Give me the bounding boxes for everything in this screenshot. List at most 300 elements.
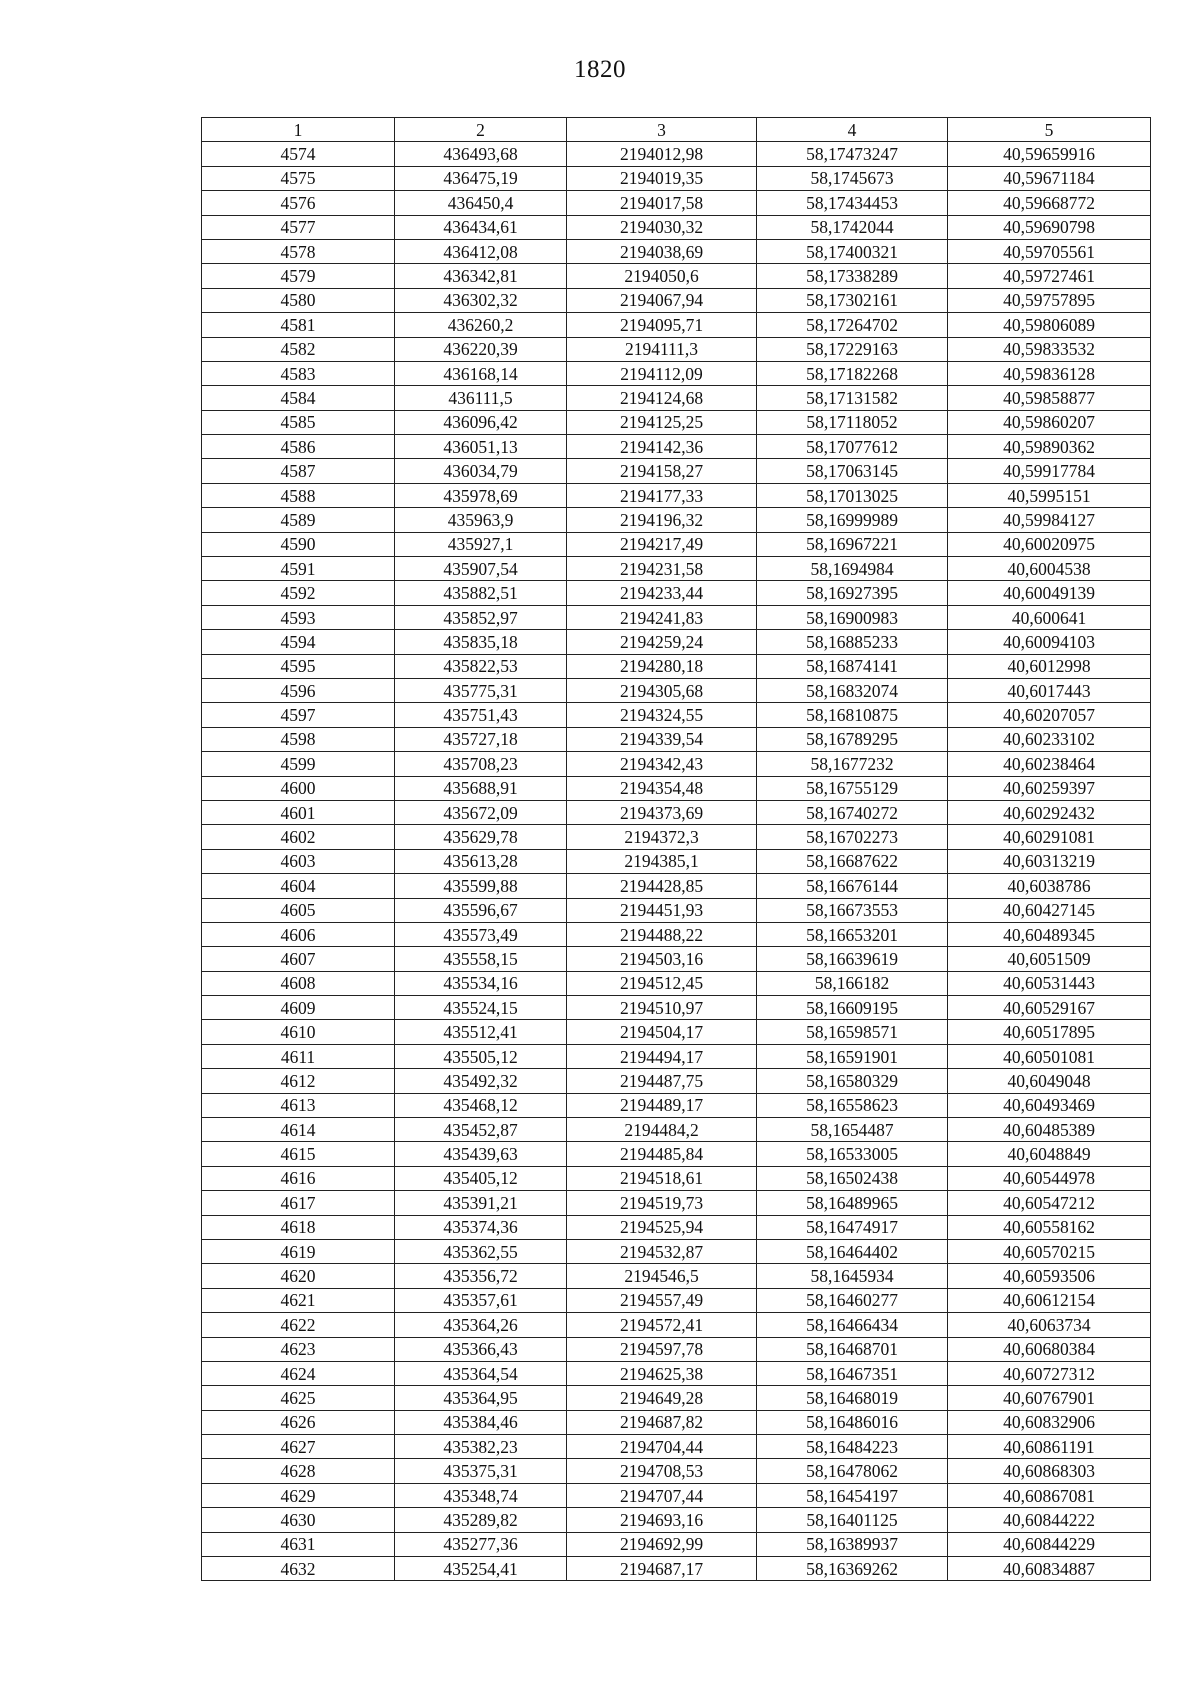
latitude-cell: 58,16927395 [757, 581, 948, 605]
x-coordinate-cell: 435613,28 [395, 849, 567, 873]
longitude-cell: 40,60834887 [948, 1557, 1151, 1581]
latitude-cell: 58,16484223 [757, 1435, 948, 1459]
x-coordinate-cell: 436450,4 [395, 191, 567, 215]
y-coordinate-cell: 2194708,53 [567, 1459, 757, 1483]
y-coordinate-cell: 2194597,78 [567, 1337, 757, 1361]
point-number-cell: 4598 [202, 727, 395, 751]
longitude-cell: 40,60049139 [948, 581, 1151, 605]
latitude-cell: 58,16401125 [757, 1508, 948, 1532]
point-number-cell: 4619 [202, 1239, 395, 1263]
x-coordinate-cell: 435468,12 [395, 1093, 567, 1117]
table-row [202, 1483, 1151, 1507]
point-number-cell: 4587 [202, 459, 395, 483]
table-row [202, 654, 1151, 678]
point-number-cell: 4591 [202, 557, 395, 581]
x-coordinate-cell: 435375,31 [395, 1459, 567, 1483]
y-coordinate-cell: 2194489,17 [567, 1093, 757, 1117]
x-coordinate-cell: 435822,53 [395, 654, 567, 678]
table-row [202, 605, 1151, 629]
point-number-cell: 4627 [202, 1435, 395, 1459]
latitude-cell: 58,16687622 [757, 849, 948, 873]
y-coordinate-cell: 2194512,45 [567, 971, 757, 995]
latitude-cell: 58,16900983 [757, 605, 948, 629]
table-row [202, 1069, 1151, 1093]
longitude-cell: 40,59806089 [948, 313, 1151, 337]
latitude-cell: 58,16789295 [757, 727, 948, 751]
latitude-cell: 58,16478062 [757, 1459, 948, 1483]
point-number-cell: 4574 [202, 142, 395, 166]
longitude-cell: 40,60517895 [948, 1020, 1151, 1044]
x-coordinate-cell: 435382,23 [395, 1435, 567, 1459]
table-row [202, 1435, 1151, 1459]
x-coordinate-cell: 436168,14 [395, 361, 567, 385]
latitude-cell: 58,17077612 [757, 435, 948, 459]
latitude-cell: 58,17229163 [757, 337, 948, 361]
y-coordinate-cell: 2194484,2 [567, 1118, 757, 1142]
table-row [202, 1093, 1151, 1117]
point-number-cell: 4582 [202, 337, 395, 361]
table-row [202, 1459, 1151, 1483]
table-row [202, 703, 1151, 727]
y-coordinate-cell: 2194339,54 [567, 727, 757, 751]
x-coordinate-cell: 435852,97 [395, 605, 567, 629]
latitude-cell: 58,16468019 [757, 1386, 948, 1410]
y-coordinate-cell: 2194012,98 [567, 142, 757, 166]
x-coordinate-cell: 435356,72 [395, 1264, 567, 1288]
table-row [202, 1508, 1151, 1532]
column-header-5: 5 [948, 118, 1151, 142]
point-number-cell: 4592 [202, 581, 395, 605]
table-row [202, 1386, 1151, 1410]
table-row [202, 337, 1151, 361]
latitude-cell: 58,16755129 [757, 776, 948, 800]
y-coordinate-cell: 2194158,27 [567, 459, 757, 483]
table-row [202, 1410, 1151, 1434]
table-row [202, 142, 1151, 166]
point-number-cell: 4628 [202, 1459, 395, 1483]
x-coordinate-cell: 435364,95 [395, 1386, 567, 1410]
x-coordinate-cell: 435558,15 [395, 947, 567, 971]
table-row [202, 1166, 1151, 1190]
point-number-cell: 4618 [202, 1215, 395, 1239]
latitude-cell: 58,16702273 [757, 825, 948, 849]
latitude-cell: 58,16967221 [757, 532, 948, 556]
y-coordinate-cell: 2194050,6 [567, 264, 757, 288]
latitude-cell: 58,17063145 [757, 459, 948, 483]
longitude-cell: 40,60313219 [948, 849, 1151, 873]
y-coordinate-cell: 2194280,18 [567, 654, 757, 678]
x-coordinate-cell: 436412,08 [395, 239, 567, 263]
latitude-cell: 58,1694984 [757, 557, 948, 581]
longitude-cell: 40,60292432 [948, 800, 1151, 824]
point-number-cell: 4602 [202, 825, 395, 849]
y-coordinate-cell: 2194385,1 [567, 849, 757, 873]
latitude-cell: 58,16598571 [757, 1020, 948, 1044]
table-row [202, 1313, 1151, 1337]
longitude-cell: 40,6004538 [948, 557, 1151, 581]
longitude-cell: 40,60612154 [948, 1288, 1151, 1312]
latitude-cell: 58,17434453 [757, 191, 948, 215]
x-coordinate-cell: 435672,09 [395, 800, 567, 824]
y-coordinate-cell: 2194532,87 [567, 1239, 757, 1263]
point-number-cell: 4585 [202, 410, 395, 434]
latitude-cell: 58,16464402 [757, 1239, 948, 1263]
longitude-cell: 40,6012998 [948, 654, 1151, 678]
table-row [202, 898, 1151, 922]
table-row [202, 1288, 1151, 1312]
x-coordinate-cell: 435978,69 [395, 483, 567, 507]
y-coordinate-cell: 2194649,28 [567, 1386, 757, 1410]
latitude-cell: 58,17400321 [757, 239, 948, 263]
x-coordinate-cell: 435963,9 [395, 508, 567, 532]
point-number-cell: 4620 [202, 1264, 395, 1288]
longitude-cell: 40,60427145 [948, 898, 1151, 922]
point-number-cell: 4632 [202, 1557, 395, 1581]
table-row [202, 996, 1151, 1020]
point-number-cell: 4588 [202, 483, 395, 507]
table-body [202, 142, 1151, 1581]
x-coordinate-cell: 436096,42 [395, 410, 567, 434]
point-number-cell: 4624 [202, 1361, 395, 1385]
x-coordinate-cell: 435357,61 [395, 1288, 567, 1312]
table-row [202, 752, 1151, 776]
y-coordinate-cell: 2194124,68 [567, 386, 757, 410]
y-coordinate-cell: 2194372,3 [567, 825, 757, 849]
x-coordinate-cell: 435384,46 [395, 1410, 567, 1434]
table-row [202, 191, 1151, 215]
latitude-cell: 58,1677232 [757, 752, 948, 776]
latitude-cell: 58,16810875 [757, 703, 948, 727]
point-number-cell: 4604 [202, 874, 395, 898]
table-row [202, 1557, 1151, 1581]
point-number-cell: 4611 [202, 1044, 395, 1068]
longitude-cell: 40,60485389 [948, 1118, 1151, 1142]
point-number-cell: 4612 [202, 1069, 395, 1093]
longitude-cell: 40,59757895 [948, 288, 1151, 312]
latitude-cell: 58,16591901 [757, 1044, 948, 1068]
point-number-cell: 4579 [202, 264, 395, 288]
page-number: 1820 [574, 56, 626, 83]
longitude-cell: 40,60259397 [948, 776, 1151, 800]
longitude-cell: 40,59860207 [948, 410, 1151, 434]
y-coordinate-cell: 2194125,25 [567, 410, 757, 434]
latitude-cell: 58,17118052 [757, 410, 948, 434]
column-header-1: 1 [202, 118, 395, 142]
y-coordinate-cell: 2194510,97 [567, 996, 757, 1020]
longitude-cell: 40,60501081 [948, 1044, 1151, 1068]
longitude-cell: 40,59890362 [948, 435, 1151, 459]
longitude-cell: 40,59671184 [948, 166, 1151, 190]
latitude-cell: 58,17131582 [757, 386, 948, 410]
point-number-cell: 4590 [202, 532, 395, 556]
y-coordinate-cell: 2194428,85 [567, 874, 757, 898]
y-coordinate-cell: 2194112,09 [567, 361, 757, 385]
longitude-cell: 40,60832906 [948, 1410, 1151, 1434]
x-coordinate-cell: 435727,18 [395, 727, 567, 751]
point-number-cell: 4584 [202, 386, 395, 410]
x-coordinate-cell: 435362,55 [395, 1239, 567, 1263]
x-coordinate-cell: 435348,74 [395, 1483, 567, 1507]
latitude-cell: 58,16468701 [757, 1337, 948, 1361]
longitude-cell: 40,600641 [948, 605, 1151, 629]
y-coordinate-cell: 2194503,16 [567, 947, 757, 971]
longitude-cell: 40,60238464 [948, 752, 1151, 776]
y-coordinate-cell: 2194557,49 [567, 1288, 757, 1312]
point-number-cell: 4600 [202, 776, 395, 800]
latitude-cell: 58,16999989 [757, 508, 948, 532]
longitude-cell: 40,59727461 [948, 264, 1151, 288]
point-number-cell: 4583 [202, 361, 395, 385]
point-number-cell: 4617 [202, 1191, 395, 1215]
point-number-cell: 4599 [202, 752, 395, 776]
table-row [202, 166, 1151, 190]
table-row [202, 1142, 1151, 1166]
latitude-cell: 58,16653201 [757, 922, 948, 946]
table-row [202, 678, 1151, 702]
table-row [202, 825, 1151, 849]
longitude-cell: 40,60844222 [948, 1508, 1151, 1532]
longitude-cell: 40,60861191 [948, 1435, 1151, 1459]
table-row [202, 947, 1151, 971]
longitude-cell: 40,5995151 [948, 483, 1151, 507]
table-row [202, 459, 1151, 483]
longitude-cell: 40,6038786 [948, 874, 1151, 898]
table-row [202, 800, 1151, 824]
point-number-cell: 4625 [202, 1386, 395, 1410]
x-coordinate-cell: 435596,67 [395, 898, 567, 922]
x-coordinate-cell: 435505,12 [395, 1044, 567, 1068]
latitude-cell: 58,16676144 [757, 874, 948, 898]
table-row [202, 435, 1151, 459]
latitude-cell: 58,16454197 [757, 1483, 948, 1507]
x-coordinate-cell: 435835,18 [395, 630, 567, 654]
point-number-cell: 4578 [202, 239, 395, 263]
longitude-cell: 40,60020975 [948, 532, 1151, 556]
x-coordinate-cell: 436493,68 [395, 142, 567, 166]
point-number-cell: 4606 [202, 922, 395, 946]
x-coordinate-cell: 435688,91 [395, 776, 567, 800]
longitude-cell: 40,60767901 [948, 1386, 1151, 1410]
longitude-cell: 40,60233102 [948, 727, 1151, 751]
point-number-cell: 4629 [202, 1483, 395, 1507]
x-coordinate-cell: 435364,26 [395, 1313, 567, 1337]
y-coordinate-cell: 2194488,22 [567, 922, 757, 946]
coordinates-table [201, 117, 1151, 1581]
y-coordinate-cell: 2194572,41 [567, 1313, 757, 1337]
table-row [202, 1020, 1151, 1044]
table-row [202, 849, 1151, 873]
point-number-cell: 4613 [202, 1093, 395, 1117]
table-row [202, 1191, 1151, 1215]
latitude-cell: 58,16474917 [757, 1215, 948, 1239]
point-number-cell: 4621 [202, 1288, 395, 1312]
x-coordinate-cell: 436220,39 [395, 337, 567, 361]
table-row [202, 410, 1151, 434]
longitude-cell: 40,60493469 [948, 1093, 1151, 1117]
x-coordinate-cell: 435391,21 [395, 1191, 567, 1215]
longitude-cell: 40,59690798 [948, 215, 1151, 239]
table-row [202, 532, 1151, 556]
point-number-cell: 4607 [202, 947, 395, 971]
point-number-cell: 4630 [202, 1508, 395, 1532]
y-coordinate-cell: 2194451,93 [567, 898, 757, 922]
y-coordinate-cell: 2194707,44 [567, 1483, 757, 1507]
longitude-cell: 40,59668772 [948, 191, 1151, 215]
y-coordinate-cell: 2194625,38 [567, 1361, 757, 1385]
column-header-4: 4 [757, 118, 948, 142]
point-number-cell: 4589 [202, 508, 395, 532]
table-header-row [202, 118, 1151, 142]
table-row [202, 239, 1151, 263]
point-number-cell: 4631 [202, 1532, 395, 1556]
y-coordinate-cell: 2194342,43 [567, 752, 757, 776]
longitude-cell: 40,60489345 [948, 922, 1151, 946]
longitude-cell: 40,60531443 [948, 971, 1151, 995]
point-number-cell: 4610 [202, 1020, 395, 1044]
latitude-cell: 58,1645934 [757, 1264, 948, 1288]
point-number-cell: 4586 [202, 435, 395, 459]
point-number-cell: 4605 [202, 898, 395, 922]
column-header-2: 2 [395, 118, 567, 142]
y-coordinate-cell: 2194241,83 [567, 605, 757, 629]
x-coordinate-cell: 435366,43 [395, 1337, 567, 1361]
x-coordinate-cell: 436342,81 [395, 264, 567, 288]
x-coordinate-cell: 435534,16 [395, 971, 567, 995]
y-coordinate-cell: 2194494,17 [567, 1044, 757, 1068]
point-number-cell: 4609 [202, 996, 395, 1020]
longitude-cell: 40,59917784 [948, 459, 1151, 483]
latitude-cell: 58,1742044 [757, 215, 948, 239]
x-coordinate-cell: 436434,61 [395, 215, 567, 239]
y-coordinate-cell: 2194704,44 [567, 1435, 757, 1459]
y-coordinate-cell: 2194504,17 [567, 1020, 757, 1044]
point-number-cell: 4593 [202, 605, 395, 629]
x-coordinate-cell: 436475,19 [395, 166, 567, 190]
latitude-cell: 58,16740272 [757, 800, 948, 824]
latitude-cell: 58,1745673 [757, 166, 948, 190]
y-coordinate-cell: 2194019,35 [567, 166, 757, 190]
longitude-cell: 40,59836128 [948, 361, 1151, 385]
point-number-cell: 4580 [202, 288, 395, 312]
y-coordinate-cell: 2194687,82 [567, 1410, 757, 1434]
latitude-cell: 58,17013025 [757, 483, 948, 507]
table-row [202, 776, 1151, 800]
x-coordinate-cell: 435599,88 [395, 874, 567, 898]
latitude-cell: 58,16558623 [757, 1093, 948, 1117]
table-row [202, 922, 1151, 946]
y-coordinate-cell: 2194693,16 [567, 1508, 757, 1532]
x-coordinate-cell: 435254,41 [395, 1557, 567, 1581]
y-coordinate-cell: 2194373,69 [567, 800, 757, 824]
y-coordinate-cell: 2194111,3 [567, 337, 757, 361]
longitude-cell: 40,60680384 [948, 1337, 1151, 1361]
y-coordinate-cell: 2194519,73 [567, 1191, 757, 1215]
latitude-cell: 58,16466434 [757, 1313, 948, 1337]
latitude-cell: 58,16486016 [757, 1410, 948, 1434]
table-row [202, 1532, 1151, 1556]
y-coordinate-cell: 2194067,94 [567, 288, 757, 312]
longitude-cell: 40,60593506 [948, 1264, 1151, 1288]
y-coordinate-cell: 2194525,94 [567, 1215, 757, 1239]
point-number-cell: 4581 [202, 313, 395, 337]
y-coordinate-cell: 2194518,61 [567, 1166, 757, 1190]
longitude-cell: 40,60868303 [948, 1459, 1151, 1483]
latitude-cell: 58,16533005 [757, 1142, 948, 1166]
latitude-cell: 58,17182268 [757, 361, 948, 385]
y-coordinate-cell: 2194231,58 [567, 557, 757, 581]
x-coordinate-cell: 435882,51 [395, 581, 567, 605]
table-row [202, 1118, 1151, 1142]
point-number-cell: 4575 [202, 166, 395, 190]
longitude-cell: 40,6048849 [948, 1142, 1151, 1166]
table-row [202, 386, 1151, 410]
table-row [202, 630, 1151, 654]
table-row [202, 313, 1151, 337]
longitude-cell: 40,59858877 [948, 386, 1151, 410]
longitude-cell: 40,60094103 [948, 630, 1151, 654]
latitude-cell: 58,16609195 [757, 996, 948, 1020]
table-row [202, 1215, 1151, 1239]
longitude-cell: 40,6017443 [948, 678, 1151, 702]
latitude-cell: 58,17264702 [757, 313, 948, 337]
latitude-cell: 58,16502438 [757, 1166, 948, 1190]
y-coordinate-cell: 2194305,68 [567, 678, 757, 702]
table-row [202, 288, 1151, 312]
x-coordinate-cell: 436302,32 [395, 288, 567, 312]
longitude-cell: 40,60547212 [948, 1191, 1151, 1215]
y-coordinate-cell: 2194177,33 [567, 483, 757, 507]
y-coordinate-cell: 2194354,48 [567, 776, 757, 800]
y-coordinate-cell: 2194687,17 [567, 1557, 757, 1581]
table-row [202, 1264, 1151, 1288]
table-row [202, 1361, 1151, 1385]
table-row [202, 361, 1151, 385]
x-coordinate-cell: 436034,79 [395, 459, 567, 483]
y-coordinate-cell: 2194017,58 [567, 191, 757, 215]
point-number-cell: 4614 [202, 1118, 395, 1142]
latitude-cell: 58,16832074 [757, 678, 948, 702]
x-coordinate-cell: 435573,49 [395, 922, 567, 946]
longitude-cell: 40,60529167 [948, 996, 1151, 1020]
y-coordinate-cell: 2194485,84 [567, 1142, 757, 1166]
latitude-cell: 58,16639619 [757, 947, 948, 971]
latitude-cell: 58,16389937 [757, 1532, 948, 1556]
x-coordinate-cell: 435492,32 [395, 1069, 567, 1093]
longitude-cell: 40,6051509 [948, 947, 1151, 971]
table-row [202, 264, 1151, 288]
x-coordinate-cell: 435277,36 [395, 1532, 567, 1556]
latitude-cell: 58,17338289 [757, 264, 948, 288]
x-coordinate-cell: 435374,36 [395, 1215, 567, 1239]
table-row [202, 483, 1151, 507]
point-number-cell: 4622 [202, 1313, 395, 1337]
x-coordinate-cell: 435629,78 [395, 825, 567, 849]
latitude-cell: 58,166182 [757, 971, 948, 995]
table-row [202, 508, 1151, 532]
x-coordinate-cell: 436051,13 [395, 435, 567, 459]
longitude-cell: 40,60291081 [948, 825, 1151, 849]
latitude-cell: 58,16489965 [757, 1191, 948, 1215]
x-coordinate-cell: 435927,1 [395, 532, 567, 556]
y-coordinate-cell: 2194196,32 [567, 508, 757, 532]
x-coordinate-cell: 435512,41 [395, 1020, 567, 1044]
point-number-cell: 4577 [202, 215, 395, 239]
point-number-cell: 4616 [202, 1166, 395, 1190]
x-coordinate-cell: 435907,54 [395, 557, 567, 581]
point-number-cell: 4603 [202, 849, 395, 873]
point-number-cell: 4626 [202, 1410, 395, 1434]
column-header-3: 3 [567, 118, 757, 142]
